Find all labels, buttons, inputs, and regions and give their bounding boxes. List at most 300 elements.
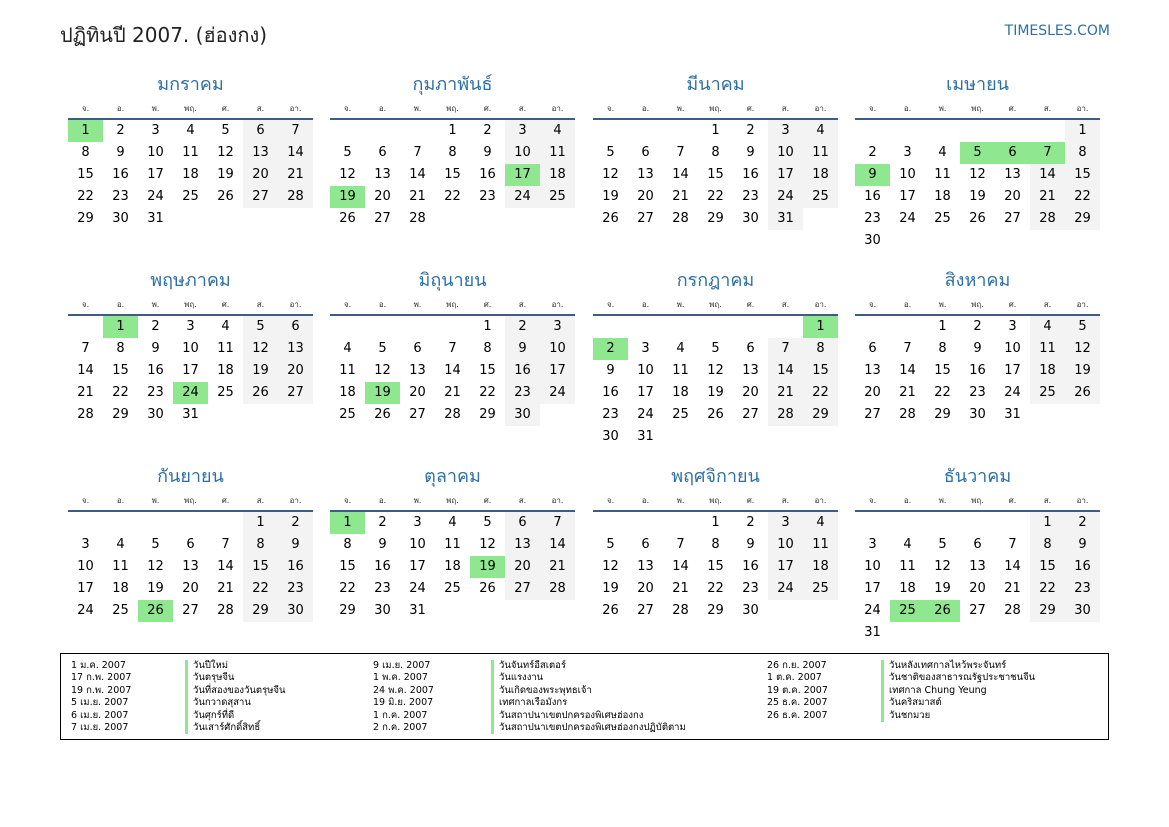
- holiday-date: 19 ก.พ. 2007: [71, 684, 132, 696]
- weekday-label: อา.: [1076, 104, 1089, 113]
- day-cell: 13: [864, 363, 881, 378]
- month-name: พฤศจิกายน: [671, 466, 760, 487]
- weekday-label: อ.: [641, 300, 650, 309]
- day-cell: 7: [1008, 537, 1017, 552]
- day-cell: 17: [409, 559, 426, 574]
- day-cell: 18: [112, 581, 129, 596]
- day-cell: 27: [969, 603, 986, 618]
- holiday-name: วันคริสมาสต์: [881, 697, 942, 709]
- day-cell: 27: [505, 578, 540, 600]
- day-cell: 23: [479, 189, 496, 204]
- day-cell: 30: [278, 600, 313, 622]
- day-cell: 10: [637, 363, 654, 378]
- day-cell: 3: [903, 145, 912, 160]
- weekday-label: จ.: [343, 300, 352, 309]
- day-cell: 17: [1004, 363, 1021, 378]
- holiday-day-cell: 2: [593, 338, 628, 360]
- day-cell: 27: [637, 211, 654, 226]
- weekday-label: พฤ.: [184, 300, 197, 309]
- holiday-date: 19 ต.ค. 2007: [767, 684, 828, 696]
- day-cell: 24: [899, 211, 916, 226]
- day-cell: 21: [1004, 581, 1021, 596]
- day-cell: 2: [746, 515, 755, 530]
- month-block: [855, 266, 1100, 422]
- holiday-day-cell: 19: [330, 186, 365, 208]
- day-cell: 4: [676, 341, 685, 356]
- day-cell: 12: [339, 167, 356, 182]
- day-cell: 1: [1065, 120, 1100, 142]
- weekday-label: ศ.: [746, 496, 755, 505]
- holiday-date: 19 มิ.ย. 2007: [373, 697, 434, 709]
- day-cell: 11: [803, 534, 838, 556]
- day-cell: 21: [278, 164, 313, 186]
- day-cell: 14: [768, 360, 803, 382]
- day-cell: 20: [1004, 189, 1021, 204]
- holiday-day-cell: 7: [1030, 142, 1065, 164]
- day-cell: 3: [151, 123, 160, 138]
- day-cell: 3: [641, 341, 650, 356]
- day-cell: 30: [374, 603, 391, 618]
- weekday-label: พ.: [938, 104, 947, 113]
- weekday-label: อา.: [551, 104, 564, 113]
- month-block: [68, 70, 313, 226]
- day-cell: 1: [243, 512, 278, 534]
- day-cell: 12: [147, 559, 164, 574]
- day-cell: 9: [746, 145, 755, 160]
- day-cell: 11: [217, 341, 234, 356]
- day-cell: 23: [742, 581, 759, 596]
- day-cell: 11: [444, 537, 461, 552]
- day-cell: 27: [1004, 211, 1021, 226]
- day-cell: 15: [1030, 556, 1065, 578]
- weekday-label: อ.: [378, 104, 387, 113]
- day-cell: 8: [1030, 534, 1065, 556]
- holiday-name: วันสถาปนาเขตปกครองพิเศษฮ่องกง: [491, 710, 643, 722]
- day-cell: 21: [899, 385, 916, 400]
- weekday-label: จ.: [868, 104, 877, 113]
- day-cell: 29: [339, 603, 356, 618]
- day-cell: 1: [1030, 512, 1065, 534]
- month-name: กันยายน: [157, 466, 224, 487]
- day-cell: 4: [903, 537, 912, 552]
- day-cell: 27: [243, 186, 278, 208]
- day-cell: 30: [147, 407, 164, 422]
- day-cell: 3: [868, 537, 877, 552]
- holiday-day-cell: 1: [803, 316, 838, 338]
- month-name: สิงหาคม: [944, 270, 1011, 291]
- day-cell: 12: [217, 145, 234, 160]
- day-cell: 19: [602, 189, 619, 204]
- day-cell: 20: [637, 189, 654, 204]
- day-cell: 15: [803, 360, 838, 382]
- weekday-label: อ.: [116, 496, 125, 505]
- day-cell: 10: [505, 142, 540, 164]
- day-cell: 19: [934, 581, 951, 596]
- weekday-label: ส.: [256, 300, 265, 309]
- day-cell: 25: [444, 581, 461, 596]
- page-title: ปฏิทินปี 2007. (ฮ่องกง): [60, 23, 268, 47]
- weekday-label: ส.: [256, 104, 265, 113]
- day-cell: 26: [339, 211, 356, 226]
- holiday-name: วันเกิดของพระพุทธเจ้า: [491, 685, 592, 697]
- month-block: [330, 70, 575, 226]
- day-cell: 23: [147, 385, 164, 400]
- holiday-date: 17 ก.พ. 2007: [71, 672, 132, 684]
- day-cell: 12: [969, 167, 986, 182]
- day-cell: 28: [540, 578, 575, 600]
- day-cell: 15: [1065, 164, 1100, 186]
- day-cell: 2: [483, 123, 492, 138]
- day-cell: 22: [339, 581, 356, 596]
- day-cell: 30: [864, 233, 881, 248]
- weekday-label: พ.: [676, 300, 685, 309]
- day-cell: 10: [864, 559, 881, 574]
- day-cell: 12: [602, 167, 619, 182]
- day-cell: 2: [151, 319, 160, 334]
- weekday-label: จ.: [606, 300, 615, 309]
- day-cell: 7: [903, 341, 912, 356]
- day-cell: 6: [243, 120, 278, 142]
- day-cell: 16: [742, 559, 759, 574]
- weekday-label: อ.: [116, 300, 125, 309]
- weekday-label: พ.: [413, 496, 422, 505]
- day-cell: 22: [934, 385, 951, 400]
- day-cell: 13: [969, 559, 986, 574]
- day-cell: 11: [899, 559, 916, 574]
- day-cell: 22: [444, 189, 461, 204]
- day-cell: 23: [742, 189, 759, 204]
- day-cell: 28: [77, 407, 94, 422]
- day-cell: 4: [1030, 316, 1065, 338]
- weekday-label: ศ.: [221, 104, 230, 113]
- day-cell: 4: [116, 537, 125, 552]
- day-cell: 24: [768, 578, 803, 600]
- day-cell: 20: [243, 164, 278, 186]
- weekday-label: ส.: [781, 104, 790, 113]
- day-cell: 2: [973, 319, 982, 334]
- day-cell: 5: [483, 515, 492, 530]
- weekday-label: อา.: [551, 300, 564, 309]
- day-cell: 7: [676, 145, 685, 160]
- weekday-label: อา.: [814, 104, 827, 113]
- day-cell: 14: [540, 534, 575, 556]
- holiday-date: 7 เม.ย. 2007: [71, 721, 129, 733]
- weekday-label: จ.: [606, 496, 615, 505]
- day-cell: 12: [374, 363, 391, 378]
- day-cell: 14: [217, 559, 234, 574]
- weekday-label: ส.: [1043, 104, 1052, 113]
- day-cell: 13: [1004, 167, 1021, 182]
- day-cell: 23: [112, 189, 129, 204]
- weekday-label: จ.: [868, 496, 877, 505]
- day-cell: 22: [803, 382, 838, 404]
- weekday-header: [330, 100, 575, 120]
- day-cell: 27: [182, 603, 199, 618]
- day-cell: 15: [707, 167, 724, 182]
- day-cell: 21: [217, 581, 234, 596]
- day-cell: 29: [1065, 208, 1100, 230]
- holiday-date: 25 ธ.ค. 2007: [767, 697, 828, 709]
- weekday-label: พ.: [676, 104, 685, 113]
- month-name: ธันวาคม: [943, 466, 1012, 487]
- day-cell: 13: [742, 363, 759, 378]
- weekday-label: พฤ.: [971, 300, 984, 309]
- day-cell: 29: [1030, 600, 1065, 622]
- day-cell: 15: [339, 559, 356, 574]
- day-cell: 6: [973, 537, 982, 552]
- weekday-label: ส.: [1043, 300, 1052, 309]
- weekday-header: [593, 296, 838, 316]
- day-cell: 9: [746, 537, 755, 552]
- month-name: มิถุนายน: [418, 270, 487, 291]
- day-cell: 19: [217, 167, 234, 182]
- weekday-label: อ.: [116, 104, 125, 113]
- holiday-day-cell: 24: [173, 382, 208, 404]
- day-cell: 3: [186, 319, 195, 334]
- holiday-date: 9 เม.ย. 2007: [373, 660, 431, 671]
- day-cell: 23: [278, 578, 313, 600]
- day-cell: 19: [243, 360, 278, 382]
- day-cell: 10: [768, 534, 803, 556]
- day-cell: 2: [746, 123, 755, 138]
- holiday-day-cell: 26: [138, 600, 173, 622]
- day-cell: 24: [768, 186, 803, 208]
- day-cell: 17: [147, 167, 164, 182]
- month-block: [593, 462, 838, 618]
- day-cell: 17: [864, 581, 881, 596]
- day-cell: 4: [803, 120, 838, 142]
- day-cell: 20: [374, 189, 391, 204]
- holiday-date: 6 เม.ย. 2007: [71, 709, 129, 721]
- weekday-header: [68, 296, 313, 316]
- day-cell: 16: [742, 167, 759, 182]
- day-cell: 6: [378, 145, 387, 160]
- weekday-label: อ.: [903, 104, 912, 113]
- holiday-day-cell: 1: [103, 316, 138, 338]
- weekday-label: พฤ.: [446, 104, 459, 113]
- day-cell: 24: [505, 186, 540, 208]
- day-cell: 2: [868, 145, 877, 160]
- day-cell: 7: [540, 512, 575, 534]
- day-cell: 13: [374, 167, 391, 182]
- day-cell: 4: [803, 512, 838, 534]
- day-cell: 29: [707, 603, 724, 618]
- weekday-label: พฤ.: [971, 104, 984, 113]
- holiday-day-cell: 17: [505, 164, 540, 186]
- day-cell: 22: [707, 581, 724, 596]
- day-cell: 10: [147, 145, 164, 160]
- day-cell: 3: [81, 537, 90, 552]
- day-cell: 5: [606, 145, 615, 160]
- weekday-label: ศ.: [746, 300, 755, 309]
- day-cell: 12: [1065, 338, 1100, 360]
- weekday-label: อ.: [903, 300, 912, 309]
- weekday-label: พ.: [151, 104, 160, 113]
- holiday-name: วันชกมวย: [881, 710, 930, 722]
- weekday-label: อา.: [289, 104, 302, 113]
- holiday-date: 26 ก.ย. 2007: [767, 660, 827, 671]
- weekday-label: อา.: [1076, 300, 1089, 309]
- day-cell: 8: [116, 341, 125, 356]
- weekday-label: พ.: [413, 300, 422, 309]
- holiday-legend: [60, 653, 1109, 740]
- day-cell: 22: [112, 385, 129, 400]
- weekday-label: ส.: [1043, 496, 1052, 505]
- day-cell: 28: [278, 186, 313, 208]
- day-cell: 7: [676, 537, 685, 552]
- weekday-header: [330, 492, 575, 512]
- day-cell: 22: [1065, 186, 1100, 208]
- day-cell: 8: [1065, 142, 1100, 164]
- day-cell: 8: [343, 537, 352, 552]
- weekday-label: พฤ.: [709, 496, 722, 505]
- day-cell: 16: [374, 559, 391, 574]
- day-cell: 5: [938, 537, 947, 552]
- day-cell: 26: [602, 211, 619, 226]
- day-cell: 3: [540, 316, 575, 338]
- day-cell: 17: [768, 164, 803, 186]
- day-cell: 25: [934, 211, 951, 226]
- day-cell: 17: [540, 360, 575, 382]
- day-cell: 15: [243, 556, 278, 578]
- day-cell: 14: [77, 363, 94, 378]
- day-cell: 21: [77, 385, 94, 400]
- day-cell: 21: [540, 556, 575, 578]
- day-cell: 8: [711, 537, 720, 552]
- day-cell: 14: [409, 167, 426, 182]
- day-cell: 3: [1008, 319, 1017, 334]
- weekday-label: ส.: [518, 496, 527, 505]
- weekday-label: จ.: [343, 104, 352, 113]
- holiday-day-cell: 9: [855, 164, 890, 186]
- day-cell: 2: [1065, 512, 1100, 534]
- day-cell: 10: [409, 537, 426, 552]
- day-cell: 20: [278, 360, 313, 382]
- weekday-label: ศ.: [1008, 496, 1017, 505]
- day-cell: 14: [672, 167, 689, 182]
- day-cell: 15: [77, 167, 94, 182]
- day-cell: 20: [505, 556, 540, 578]
- holiday-day-cell: 19: [470, 556, 505, 578]
- day-cell: 6: [641, 537, 650, 552]
- day-cell: 13: [505, 534, 540, 556]
- day-cell: 11: [182, 145, 199, 160]
- day-cell: 17: [768, 556, 803, 578]
- day-cell: 11: [540, 142, 575, 164]
- day-cell: 28: [217, 603, 234, 618]
- holiday-name: วันที่สองของวันตรุษจีน: [185, 685, 286, 697]
- holiday-date: 5 เม.ย. 2007: [71, 697, 129, 709]
- day-cell: 18: [1030, 360, 1065, 382]
- month-block: [855, 462, 1100, 640]
- day-cell: 12: [602, 559, 619, 574]
- day-cell: 2: [505, 316, 540, 338]
- day-cell: 9: [116, 145, 125, 160]
- day-cell: 31: [768, 208, 803, 230]
- day-cell: 5: [221, 123, 230, 138]
- weekday-label: พ.: [151, 300, 160, 309]
- day-cell: 17: [637, 385, 654, 400]
- weekday-label: ส.: [518, 104, 527, 113]
- month-name: ตุลาคม: [424, 466, 481, 487]
- weekday-label: จ.: [606, 104, 615, 113]
- day-cell: 1: [938, 319, 947, 334]
- weekday-header: [855, 296, 1100, 316]
- day-cell: 9: [505, 338, 540, 360]
- day-cell: 6: [641, 145, 650, 160]
- holiday-date: 24 พ.ค. 2007: [373, 684, 434, 696]
- holiday-name: วันแรงงาน: [491, 672, 543, 684]
- month-block: [593, 70, 838, 226]
- day-cell: 26: [969, 211, 986, 226]
- day-cell: 19: [969, 189, 986, 204]
- day-cell: 23: [602, 407, 619, 422]
- weekday-label: พ.: [676, 496, 685, 505]
- day-cell: 27: [409, 407, 426, 422]
- weekday-label: ศ.: [746, 104, 755, 113]
- day-cell: 26: [707, 407, 724, 422]
- day-cell: 28: [1004, 603, 1021, 618]
- weekday-label: ส.: [518, 300, 527, 309]
- month-name: มกราคม: [157, 74, 224, 95]
- day-cell: 21: [1030, 186, 1065, 208]
- weekday-label: อ.: [903, 496, 912, 505]
- day-cell: 27: [864, 407, 881, 422]
- day-cell: 17: [77, 581, 94, 596]
- holiday-day-cell: 25: [890, 600, 925, 622]
- weekday-label: อ.: [378, 496, 387, 505]
- day-cell: 28: [672, 211, 689, 226]
- weekday-label: พฤ.: [184, 496, 197, 505]
- weekday-label: อา.: [814, 496, 827, 505]
- day-cell: 25: [339, 407, 356, 422]
- day-cell: 23: [1065, 578, 1100, 600]
- weekday-header: [330, 296, 575, 316]
- day-cell: 24: [1004, 385, 1021, 400]
- day-cell: 12: [479, 537, 496, 552]
- brand-link[interactable]: TIMESLES.COM: [1004, 23, 1110, 39]
- weekday-label: อ.: [378, 300, 387, 309]
- day-cell: 15: [707, 559, 724, 574]
- weekday-header: [68, 492, 313, 512]
- day-cell: 26: [243, 382, 278, 404]
- day-cell: 7: [448, 341, 457, 356]
- day-cell: 29: [479, 407, 496, 422]
- day-cell: 30: [1065, 600, 1100, 622]
- day-cell: 20: [182, 581, 199, 596]
- day-cell: 16: [505, 360, 540, 382]
- day-cell: 18: [540, 164, 575, 186]
- day-cell: 17: [899, 189, 916, 204]
- month-name: เมษายน: [946, 74, 1009, 95]
- day-cell: 31: [409, 603, 426, 618]
- day-cell: 10: [768, 142, 803, 164]
- weekday-header: [855, 100, 1100, 120]
- weekday-label: ศ.: [221, 300, 230, 309]
- day-cell: 11: [112, 559, 129, 574]
- day-cell: 21: [672, 189, 689, 204]
- day-cell: 7: [768, 338, 803, 360]
- day-cell: 25: [182, 189, 199, 204]
- day-cell: 24: [864, 603, 881, 618]
- day-cell: 21: [768, 382, 803, 404]
- day-cell: 11: [339, 363, 356, 378]
- holiday-day-cell: 1: [330, 512, 365, 534]
- day-cell: 31: [637, 429, 654, 444]
- day-cell: 4: [540, 120, 575, 142]
- day-cell: 1: [448, 123, 457, 138]
- day-cell: 24: [409, 581, 426, 596]
